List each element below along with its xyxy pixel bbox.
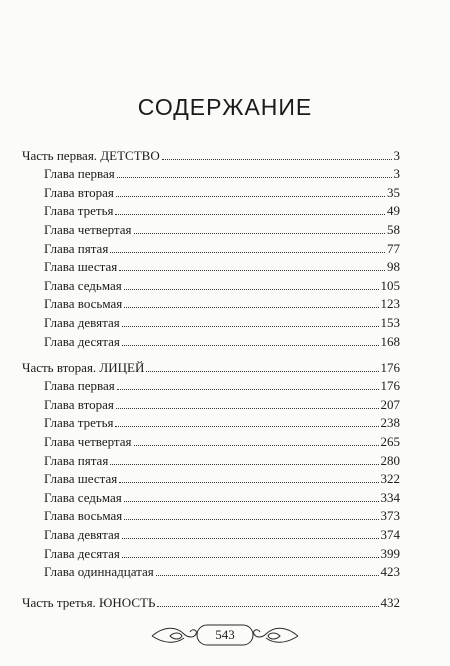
toc-chapter-entry[interactable] [22, 523, 400, 542]
toc-chapter-entry[interactable] [22, 163, 400, 182]
toc-part-entry[interactable] [22, 144, 400, 163]
page-ref: 238 [380, 415, 400, 431]
toc-chapter-entry[interactable] [22, 430, 400, 449]
leader-dots [124, 306, 378, 308]
chapter-title: Глава вторая [44, 396, 114, 412]
chapter-title: Глава первая [44, 166, 115, 182]
chapter-title: Глава седьмая [44, 277, 122, 293]
chapter-title: Глава третья [44, 203, 114, 219]
part-title: Часть первая. ДЕТСТВО [22, 147, 160, 163]
toc-chapter-entry[interactable] [22, 375, 400, 394]
part-title: Часть вторая. ЛИЦЕЙ [22, 359, 145, 375]
toc-chapter-entry[interactable] [22, 412, 400, 431]
page-ref: 123 [380, 296, 400, 312]
toc-chapter-entry[interactable] [22, 505, 400, 524]
page-ref: 334 [380, 489, 400, 505]
page-ref: 399 [380, 545, 400, 561]
leader-dots [124, 288, 379, 290]
page-ref: 35 [387, 184, 400, 200]
chapter-title: Глава девятая [44, 526, 120, 542]
page-ref: 374 [380, 526, 400, 542]
toc-chapter-entry[interactable] [22, 486, 400, 505]
toc-chapter-entry[interactable] [22, 393, 400, 412]
chapter-title: Глава шестая [44, 259, 118, 275]
leader-dots [117, 176, 392, 178]
toc-chapter-entry[interactable] [22, 311, 400, 330]
page-ref: 432 [380, 594, 400, 610]
toc-chapter-entry[interactable] [22, 468, 400, 487]
page-ref: 168 [380, 333, 400, 349]
leader-dots [122, 344, 379, 346]
chapter-title: Глава девятая [44, 314, 120, 330]
toc-chapter-entry[interactable] [22, 561, 400, 580]
leader-dots [119, 269, 385, 271]
chapter-title: Глава десятая [44, 545, 120, 561]
leader-dots [146, 370, 378, 372]
leader-dots [115, 213, 385, 215]
page-ref: 49 [387, 203, 400, 219]
page-ref: 373 [380, 508, 400, 524]
chapter-title: Глава вторая [44, 184, 114, 200]
page-ref: 105 [380, 277, 400, 293]
page-ref: 265 [380, 433, 400, 449]
leader-dots [110, 463, 378, 465]
leader-dots [162, 158, 392, 160]
toc-chapter-entry[interactable] [22, 200, 400, 219]
page-footer [0, 622, 450, 648]
chapter-title: Глава четвертая [44, 221, 132, 237]
chapter-title: Глава четвертая [44, 433, 132, 449]
chapter-title: Глава первая [44, 378, 115, 394]
toc-chapter-entry[interactable] [22, 542, 400, 561]
toc-chapter-entry[interactable] [22, 293, 400, 312]
chapter-title: Глава восьмая [44, 296, 123, 312]
page-ref: 98 [387, 259, 400, 275]
toc-part-entry[interactable] [22, 356, 400, 375]
page-ref: 280 [380, 452, 400, 468]
chapter-title: Глава третья [44, 415, 114, 431]
leader-dots [124, 500, 379, 502]
chapter-title: Глава пятая [44, 240, 109, 256]
toc-part-1 [22, 144, 400, 349]
toc-chapter-entry[interactable] [22, 181, 400, 200]
page-ref: 153 [380, 314, 400, 330]
page-ref: 423 [380, 564, 400, 580]
chapter-title: Глава одиннадцатая [44, 564, 154, 580]
leader-dots [134, 232, 385, 234]
toc-chapter-entry[interactable] [22, 237, 400, 256]
toc-part-entry[interactable] [22, 591, 400, 610]
page-number: 543 [215, 627, 235, 642]
leader-dots [117, 388, 379, 390]
toc-part-3 [22, 591, 400, 610]
page-ref: 58 [387, 221, 400, 237]
page-ref: 207 [380, 396, 400, 412]
chapter-title: Глава седьмая [44, 489, 122, 505]
page-title: СОДЕРЖАНИЕ [137, 94, 313, 120]
chapter-title: Глава десятая [44, 333, 120, 349]
leader-dots [115, 425, 378, 427]
page-ref: 3 [393, 147, 400, 163]
leader-dots [119, 481, 378, 483]
leader-dots [156, 574, 379, 576]
toc-chapter-entry[interactable] [22, 218, 400, 237]
chapter-title: Глава шестая [44, 471, 118, 487]
leader-dots [110, 251, 385, 253]
toc-chapter-entry[interactable] [22, 274, 400, 293]
chapter-title: Глава пятая [44, 452, 109, 468]
leader-dots [134, 444, 379, 446]
leader-dots [116, 195, 385, 197]
leader-dots [122, 556, 379, 558]
leader-dots [122, 325, 379, 327]
toc-part-2 [22, 356, 400, 579]
leader-dots [124, 518, 378, 520]
page-ref: 3 [393, 166, 400, 182]
page-ref: 322 [380, 471, 400, 487]
toc-chapter-entry[interactable] [22, 256, 400, 275]
toc-chapter-entry[interactable] [22, 449, 400, 468]
leader-dots [116, 407, 379, 409]
leader-dots [122, 537, 379, 539]
page-ref: 176 [380, 378, 400, 394]
page-ref: 77 [387, 240, 400, 256]
page-ref: 176 [380, 359, 400, 375]
leader-dots [157, 605, 378, 607]
toc-chapter-entry[interactable] [22, 330, 400, 349]
part-title: Часть третья. ЮНОСТЬ [22, 594, 156, 610]
chapter-title: Глава восьмая [44, 508, 123, 524]
